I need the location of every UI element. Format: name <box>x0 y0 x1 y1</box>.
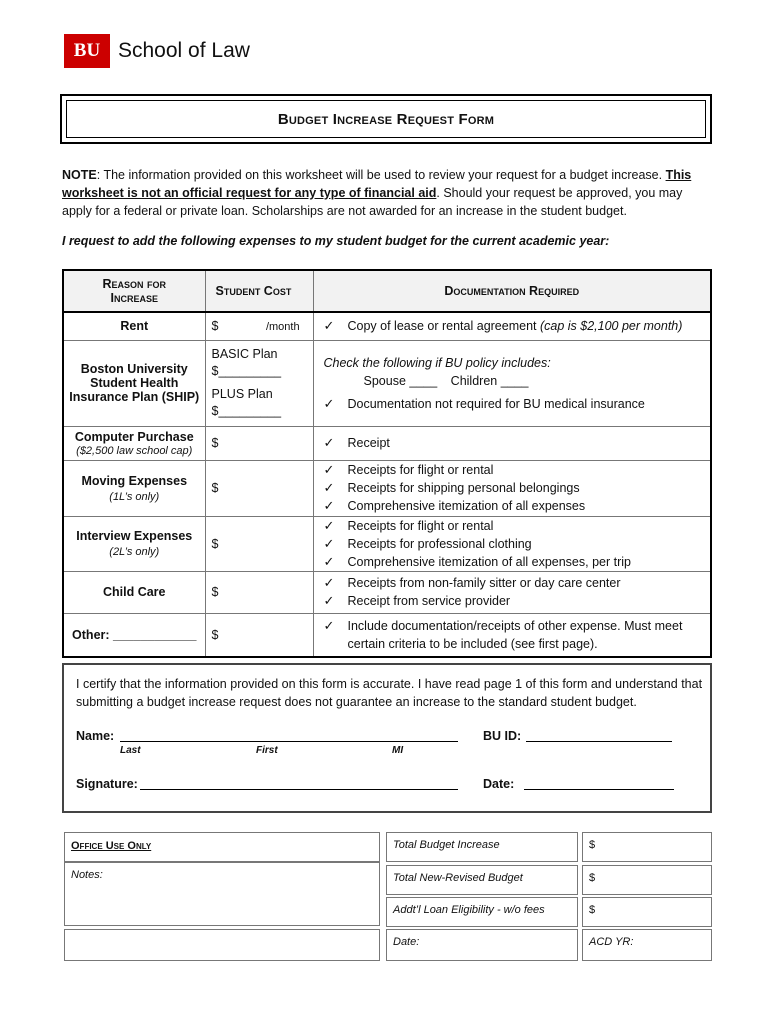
checkmark-icon: ✓ <box>323 553 335 569</box>
doc-childcare: ✓ Receipts from non-family sitter or day care center ✓ Receipt from service provider <box>313 571 711 613</box>
header-reason: Reason for Increase <box>63 270 205 312</box>
form-title-box <box>60 94 712 144</box>
form-title: Budget Increase Request Form <box>66 100 706 138</box>
reason-childcare: Child Care <box>63 571 205 613</box>
signature-field[interactable] <box>140 789 458 790</box>
middle-initial-label: MI <box>392 745 404 756</box>
first-name-label: First <box>256 745 278 756</box>
certification-box <box>62 663 712 813</box>
cost-computer[interactable]: $ <box>205 426 313 460</box>
school-name: School of Law <box>118 39 250 62</box>
table-header-row <box>63 270 711 312</box>
table-row-other <box>63 613 711 657</box>
date-label: Date: <box>483 777 515 791</box>
table-row-interview <box>63 516 711 571</box>
checkmark-icon: ✓ <box>323 435 335 450</box>
office-use-title: Office Use Only <box>71 840 152 852</box>
checkmark-icon: ✓ <box>323 517 335 533</box>
table-row-ship <box>63 340 711 426</box>
expense-table <box>62 269 712 658</box>
checkmark-icon: ✓ <box>323 593 335 608</box>
name-field[interactable] <box>120 741 458 742</box>
last-name-label: Last <box>120 745 141 756</box>
loan-eligibility-field[interactable]: $ <box>582 897 712 927</box>
total-increase-label-box: Total Budget Increase <box>386 832 578 862</box>
reason-interview: Interview Expenses (2L’s only) <box>63 516 205 571</box>
request-statement: I request to add the following expenses to my student budget for the current academic year: <box>62 234 610 248</box>
cost-childcare[interactable]: $ <box>205 571 313 613</box>
checkmark-icon: ✓ <box>323 462 335 477</box>
bu-logo-mark: BU <box>64 34 110 68</box>
table-row-computer <box>63 426 711 460</box>
doc-interview: ✓ Receipts for flight or rental ✓ Receipts for professional clothing ✓ Comprehensive itemization of all expenses, per trip <box>313 516 711 571</box>
children-checkbox[interactable]: Children ____ <box>450 373 529 388</box>
cost-rent[interactable]: $ /month <box>205 312 313 340</box>
loan-eligibility-label-box: Addt’l Loan Eligibility - w/o fees <box>386 897 578 927</box>
total-revised-label-box: Total New-Revised Budget <box>386 865 578 895</box>
bu-logo <box>64 34 250 68</box>
total-increase-field[interactable]: $ <box>582 832 712 862</box>
reason-moving: Moving Expenses (1L’s only) <box>63 460 205 516</box>
reason-rent: Rent <box>63 312 205 340</box>
notes-label: Notes: <box>71 869 103 881</box>
bu-id-field[interactable] <box>526 741 672 742</box>
date-field[interactable] <box>524 789 674 790</box>
checkmark-icon: ✓ <box>323 498 335 513</box>
doc-other: ✓ Include documentation/receipts of other expense. Must meet certain criteria to be included (see first page). <box>313 613 711 657</box>
doc-ship: Check the following if BU policy includes: Spouse ____ Children ____ ✓ Documentation not required for BU medical insurance <box>313 340 711 426</box>
table-row-rent <box>63 312 711 340</box>
doc-computer: ✓ Receipt <box>313 426 711 460</box>
reason-other[interactable]: Other: ____________ <box>63 613 205 657</box>
office-use-title-box <box>64 832 380 862</box>
certification-text: I certify that the information provided on this form is accurate. I have read page 1 of this form and understand that submitting a budget increase request does not guarantee an increase to the standard student budget. <box>76 677 703 709</box>
office-date-field[interactable]: Date: <box>386 929 578 961</box>
cost-moving[interactable]: $ <box>205 460 313 516</box>
notes-box[interactable] <box>64 862 380 926</box>
cost-other[interactable]: $ <box>205 613 313 657</box>
total-revised-field[interactable]: $ <box>582 865 712 895</box>
doc-moving: ✓ Receipts for flight or rental ✓ Receipts for shipping personal belongings ✓ Comprehensive itemization of all expenses <box>313 460 711 516</box>
checkmark-icon: ✓ <box>323 617 335 633</box>
reason-computer: Computer Purchase ($2,500 law school cap) <box>63 426 205 460</box>
header-documentation: Documentation Required <box>313 270 711 312</box>
table-row-childcare <box>63 571 711 613</box>
checkmark-icon: ✓ <box>323 535 335 551</box>
notes-box-2[interactable] <box>64 929 380 961</box>
spouse-checkbox[interactable]: Spouse ____ <box>363 373 438 388</box>
note-paragraph: NOTE: The information provided on this worksheet will be used to review your request for a budget increase. This worksheet is not an official request for any type of financial aid. Should your request be approved, you may apply for a federal or private loan. Scholarships are not awarded for an increase in the student budget. <box>62 168 692 218</box>
header-cost: Student Cost <box>205 270 313 312</box>
checkmark-icon: ✓ <box>323 480 335 495</box>
cost-interview[interactable]: $ <box>205 516 313 571</box>
checkmark-icon: ✓ <box>323 395 335 411</box>
bu-id-label: BU ID: <box>483 729 522 743</box>
office-use-section <box>62 830 714 964</box>
checkmark-icon: ✓ <box>323 318 335 334</box>
table-row-moving <box>63 460 711 516</box>
name-label: Name: <box>76 729 115 743</box>
reason-ship: Boston University Student Health Insurance Plan (SHIP) <box>63 340 205 426</box>
doc-rent: ✓ Copy of lease or rental agreement (cap is $2,100 per month) <box>313 312 711 340</box>
checkmark-icon: ✓ <box>323 575 335 590</box>
cost-ship[interactable]: BASIC Plan $_________ PLUS Plan $_________ <box>205 340 313 426</box>
acd-yr-field[interactable]: ACD YR: <box>582 929 712 961</box>
signature-label: Signature: <box>76 777 138 791</box>
